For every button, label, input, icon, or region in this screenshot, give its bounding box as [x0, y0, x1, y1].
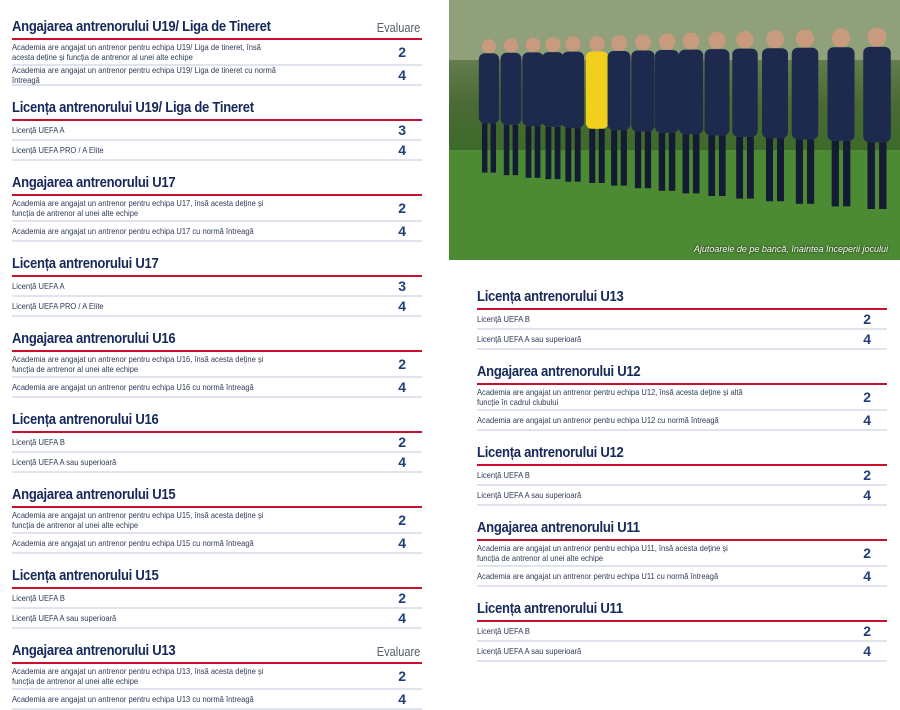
criteria-description: Academia are angajat un antrenor pentru echipa U15, însă acesta deține și funcția de antrenor al unei alte echipe — [12, 510, 264, 530]
person-leg — [843, 141, 850, 207]
criteria-score: 2 — [398, 356, 406, 372]
criteria-score: 4 — [398, 298, 406, 314]
criteria-row — [12, 534, 422, 554]
person-jacket — [562, 52, 584, 128]
criteria-section — [12, 18, 422, 86]
criteria-row — [477, 466, 887, 486]
criteria-row — [12, 664, 422, 690]
criteria-section — [12, 99, 422, 161]
criteria-description: Academia are angajat un antrenor pentru echipa U16 cu normă întreagă — [12, 382, 254, 392]
criteria-section — [477, 600, 887, 662]
person-jacket — [522, 52, 543, 126]
criteria-description: Academia are angajat un antrenor pentru echipa U15 cu normă întreagă — [12, 538, 254, 548]
criteria-score: 4 — [398, 691, 406, 707]
criteria-section — [12, 642, 422, 710]
person-head — [659, 33, 676, 50]
criteria-score: 2 — [398, 668, 406, 684]
criteria-description: Academia are angajat un antrenor pentru echipa U13 cu normă întreagă — [12, 694, 254, 704]
criteria-row — [12, 589, 422, 609]
person-leg — [565, 128, 571, 182]
person-head — [635, 34, 651, 50]
section-title: Licența antrenorului U13 — [477, 289, 624, 305]
person-leg — [635, 132, 641, 189]
criteria-section — [12, 567, 422, 629]
person-head — [526, 38, 541, 53]
person-leg — [599, 129, 605, 183]
person-leg — [589, 129, 595, 183]
section-title: Angajarea antrenorului U19/ Liga de Tineret — [12, 19, 271, 35]
criteria-row — [12, 508, 422, 534]
criteria-row — [477, 622, 887, 642]
section-title: Angajarea antrenorului U12 — [477, 364, 641, 380]
criteria-row — [12, 141, 422, 161]
criteria-row — [477, 486, 887, 506]
person-jacket — [792, 48, 819, 140]
person-head — [867, 28, 886, 47]
criteria-row — [12, 453, 422, 473]
person-leg — [796, 140, 803, 204]
criteria-score: 2 — [398, 200, 406, 216]
person-leg — [867, 142, 874, 209]
criteria-description: Licență UEFA A sau superioară — [477, 490, 582, 500]
criteria-row — [477, 330, 887, 350]
section-title: Licența antrenorului U16 — [12, 412, 159, 428]
person-leg — [535, 126, 541, 178]
criteria-score: 4 — [398, 454, 406, 470]
criteria-score: 4 — [398, 379, 406, 395]
criteria-description: Academia are angajat un antrenor pentru echipa U13, însă acesta deține și funcția de antrenor al unei alte echipe — [12, 666, 264, 686]
section-title: Angajarea antrenorului U11 — [477, 520, 640, 536]
person-jacket — [705, 49, 730, 135]
person-head — [504, 38, 518, 52]
person-head — [546, 37, 561, 52]
person-jacket — [542, 52, 564, 127]
person-leg — [546, 127, 552, 179]
criteria-row — [477, 385, 887, 411]
criteria-score: 4 — [863, 487, 871, 503]
person-leg — [777, 138, 784, 201]
person-leg — [645, 132, 651, 189]
person-leg — [513, 125, 519, 175]
person-jacket — [679, 50, 703, 135]
section-title: Licența antrenorului U15 — [12, 568, 159, 584]
criteria-description: Academia are angajat un antrenor pentru echipa U11, însă acesta deține și funcția de antrenor al unei alte echipe — [477, 543, 728, 563]
criteria-description: Licență UEFA PRO / A Elite — [12, 145, 104, 155]
criteria-description: Academia are angajat un antrenor pentru echipa U12, însă acesta deține și altă funcție în cadrul clubului — [477, 387, 743, 407]
criteria-description: Licență UEFA A sau superioară — [477, 334, 582, 344]
criteria-score: 4 — [863, 331, 871, 347]
criteria-section — [12, 486, 422, 554]
criteria-score: 2 — [398, 44, 406, 60]
section-title: Licența antrenorului U11 — [477, 601, 623, 617]
criteria-row — [12, 121, 422, 141]
person-leg — [669, 133, 675, 191]
evaluation-column-label: Evaluare — [376, 20, 420, 35]
criteria-section — [477, 519, 887, 587]
criteria-section — [12, 330, 422, 398]
person-head — [796, 29, 814, 47]
criteria-description: Academia are angajat un antrenor pentru echipa U12 cu normă întreagă — [477, 415, 719, 425]
criteria-score: 2 — [398, 434, 406, 450]
criteria-row — [12, 690, 422, 710]
criteria-row — [477, 541, 887, 567]
criteria-score: 4 — [398, 223, 406, 239]
section-title: Angajarea antrenorului U13 — [12, 643, 176, 659]
team-bench-photo — [449, 0, 900, 260]
person-jacket — [586, 51, 608, 128]
criteria-row — [12, 378, 422, 398]
criteria-row — [12, 433, 422, 453]
criteria-description: Licență UEFA A — [12, 125, 65, 135]
person-head — [611, 35, 627, 51]
criteria-row — [12, 277, 422, 297]
criteria-row — [12, 196, 422, 222]
criteria-description: Academia are angajat un antrenor pentru echipa U19/ Liga de tineret cu normă întreagă — [12, 65, 277, 85]
person-head — [589, 36, 604, 51]
criteria-score: 4 — [398, 535, 406, 551]
criteria-score: 4 — [863, 568, 871, 584]
person-leg — [504, 125, 510, 175]
person-leg — [491, 123, 496, 172]
person-leg — [611, 130, 617, 185]
person-leg — [693, 134, 700, 193]
criteria-score: 2 — [863, 545, 871, 561]
criteria-description: Academia are angajat un antrenor pentru echipa U11 cu normă întreagă — [477, 571, 719, 581]
person-leg — [736, 137, 743, 199]
person-jacket — [827, 47, 854, 141]
criteria-description: Licență UEFA B — [12, 437, 65, 447]
section-title: Angajarea antrenorului U16 — [12, 331, 176, 347]
person-jacket — [655, 50, 679, 133]
person-leg — [526, 126, 532, 178]
criteria-description: Licență UEFA B — [477, 470, 530, 480]
person-leg — [879, 142, 886, 209]
criteria-section — [477, 363, 887, 431]
person-jacket — [732, 49, 757, 137]
criteria-section — [12, 174, 422, 242]
person-leg — [659, 133, 665, 191]
criteria-row — [12, 66, 422, 86]
person-leg — [482, 123, 487, 172]
criteria-row — [477, 567, 887, 587]
left-criteria-column — [12, 18, 422, 710]
criteria-description: Licență UEFA A sau superioară — [12, 613, 117, 623]
person-jacket — [631, 51, 654, 132]
criteria-score: 3 — [398, 278, 406, 294]
criteria-description: Licență UEFA A sau superioară — [477, 646, 582, 656]
criteria-score: 2 — [863, 623, 871, 639]
criteria-description: Licență UEFA B — [477, 626, 530, 636]
criteria-score: 2 — [398, 512, 406, 528]
criteria-description: Academia are angajat un antrenor pentru echipa U19/ Liga de tineret, însă acesta deține și funcția de antrenor al unei alte echipe — [12, 42, 261, 62]
person-leg — [683, 134, 690, 193]
criteria-row — [477, 310, 887, 330]
criteria-score: 4 — [863, 643, 871, 659]
person-jacket — [608, 51, 631, 130]
criteria-description: Licență UEFA B — [477, 314, 530, 324]
criteria-description: Academia are angajat un antrenor pentru echipa U17, însă acesta deține și funcția de antrenor al unei alte echipe — [12, 198, 264, 218]
person-leg — [708, 136, 715, 196]
criteria-row — [12, 609, 422, 629]
photo-caption: Ajutoarele de pe bancă, înaintea începerii jocului — [693, 244, 888, 254]
criteria-row — [12, 297, 422, 317]
person-leg — [832, 141, 839, 207]
criteria-score: 4 — [398, 67, 406, 83]
lineup-illustration — [449, 0, 900, 260]
criteria-score: 3 — [398, 122, 406, 138]
person-jacket — [863, 47, 891, 142]
person-leg — [807, 140, 814, 204]
section-title: Licența antrenorului U19/ Liga de Tineret — [12, 100, 254, 116]
person-head — [832, 29, 851, 48]
person-leg — [555, 127, 561, 179]
criteria-score: 2 — [863, 467, 871, 483]
criteria-description: Academia are angajat un antrenor pentru echipa U16, însă acesta deține și funcția de antrenor al unei alte echipe — [12, 354, 264, 374]
criteria-section — [477, 288, 887, 350]
right-criteria-column — [477, 288, 887, 662]
criteria-section — [477, 444, 887, 506]
criteria-description: Licență UEFA A — [12, 281, 65, 291]
criteria-score: 2 — [398, 590, 406, 606]
criteria-description: Licență UEFA PRO / A Elite — [12, 301, 104, 311]
criteria-score: 4 — [398, 610, 406, 626]
criteria-description: Academia are angajat un antrenor pentru echipa U17 cu normă întreagă — [12, 226, 254, 236]
section-title: Angajarea antrenorului U15 — [12, 487, 176, 503]
criteria-score: 2 — [863, 389, 871, 405]
criteria-description: Licență UEFA A sau superioară — [12, 457, 117, 467]
evaluation-column-label: Evaluare — [376, 644, 420, 659]
criteria-row — [12, 40, 422, 66]
person-jacket — [501, 53, 522, 125]
section-title: Licența antrenorului U12 — [477, 445, 624, 461]
person-leg — [575, 128, 581, 182]
section-title: Angajarea antrenorului U17 — [12, 175, 176, 191]
criteria-score: 4 — [863, 412, 871, 428]
person-head — [736, 31, 754, 49]
person-head — [565, 36, 580, 51]
section-title: Licența antrenorului U17 — [12, 256, 159, 272]
criteria-score: 2 — [863, 311, 871, 327]
criteria-description: Licență UEFA B — [12, 593, 65, 603]
person-leg — [719, 136, 726, 196]
person-leg — [621, 130, 627, 185]
criteria-section — [12, 255, 422, 317]
person-head — [482, 39, 496, 53]
person-head — [708, 32, 725, 49]
person-jacket — [479, 53, 499, 123]
criteria-row — [12, 222, 422, 242]
criteria-row — [477, 642, 887, 662]
person-head — [683, 33, 700, 50]
person-leg — [766, 138, 773, 201]
criteria-section — [12, 411, 422, 473]
person-head — [766, 30, 784, 48]
criteria-row — [477, 411, 887, 431]
criteria-row — [12, 352, 422, 378]
person-leg — [747, 137, 754, 199]
person-jacket — [762, 48, 788, 138]
criteria-score: 4 — [398, 142, 406, 158]
